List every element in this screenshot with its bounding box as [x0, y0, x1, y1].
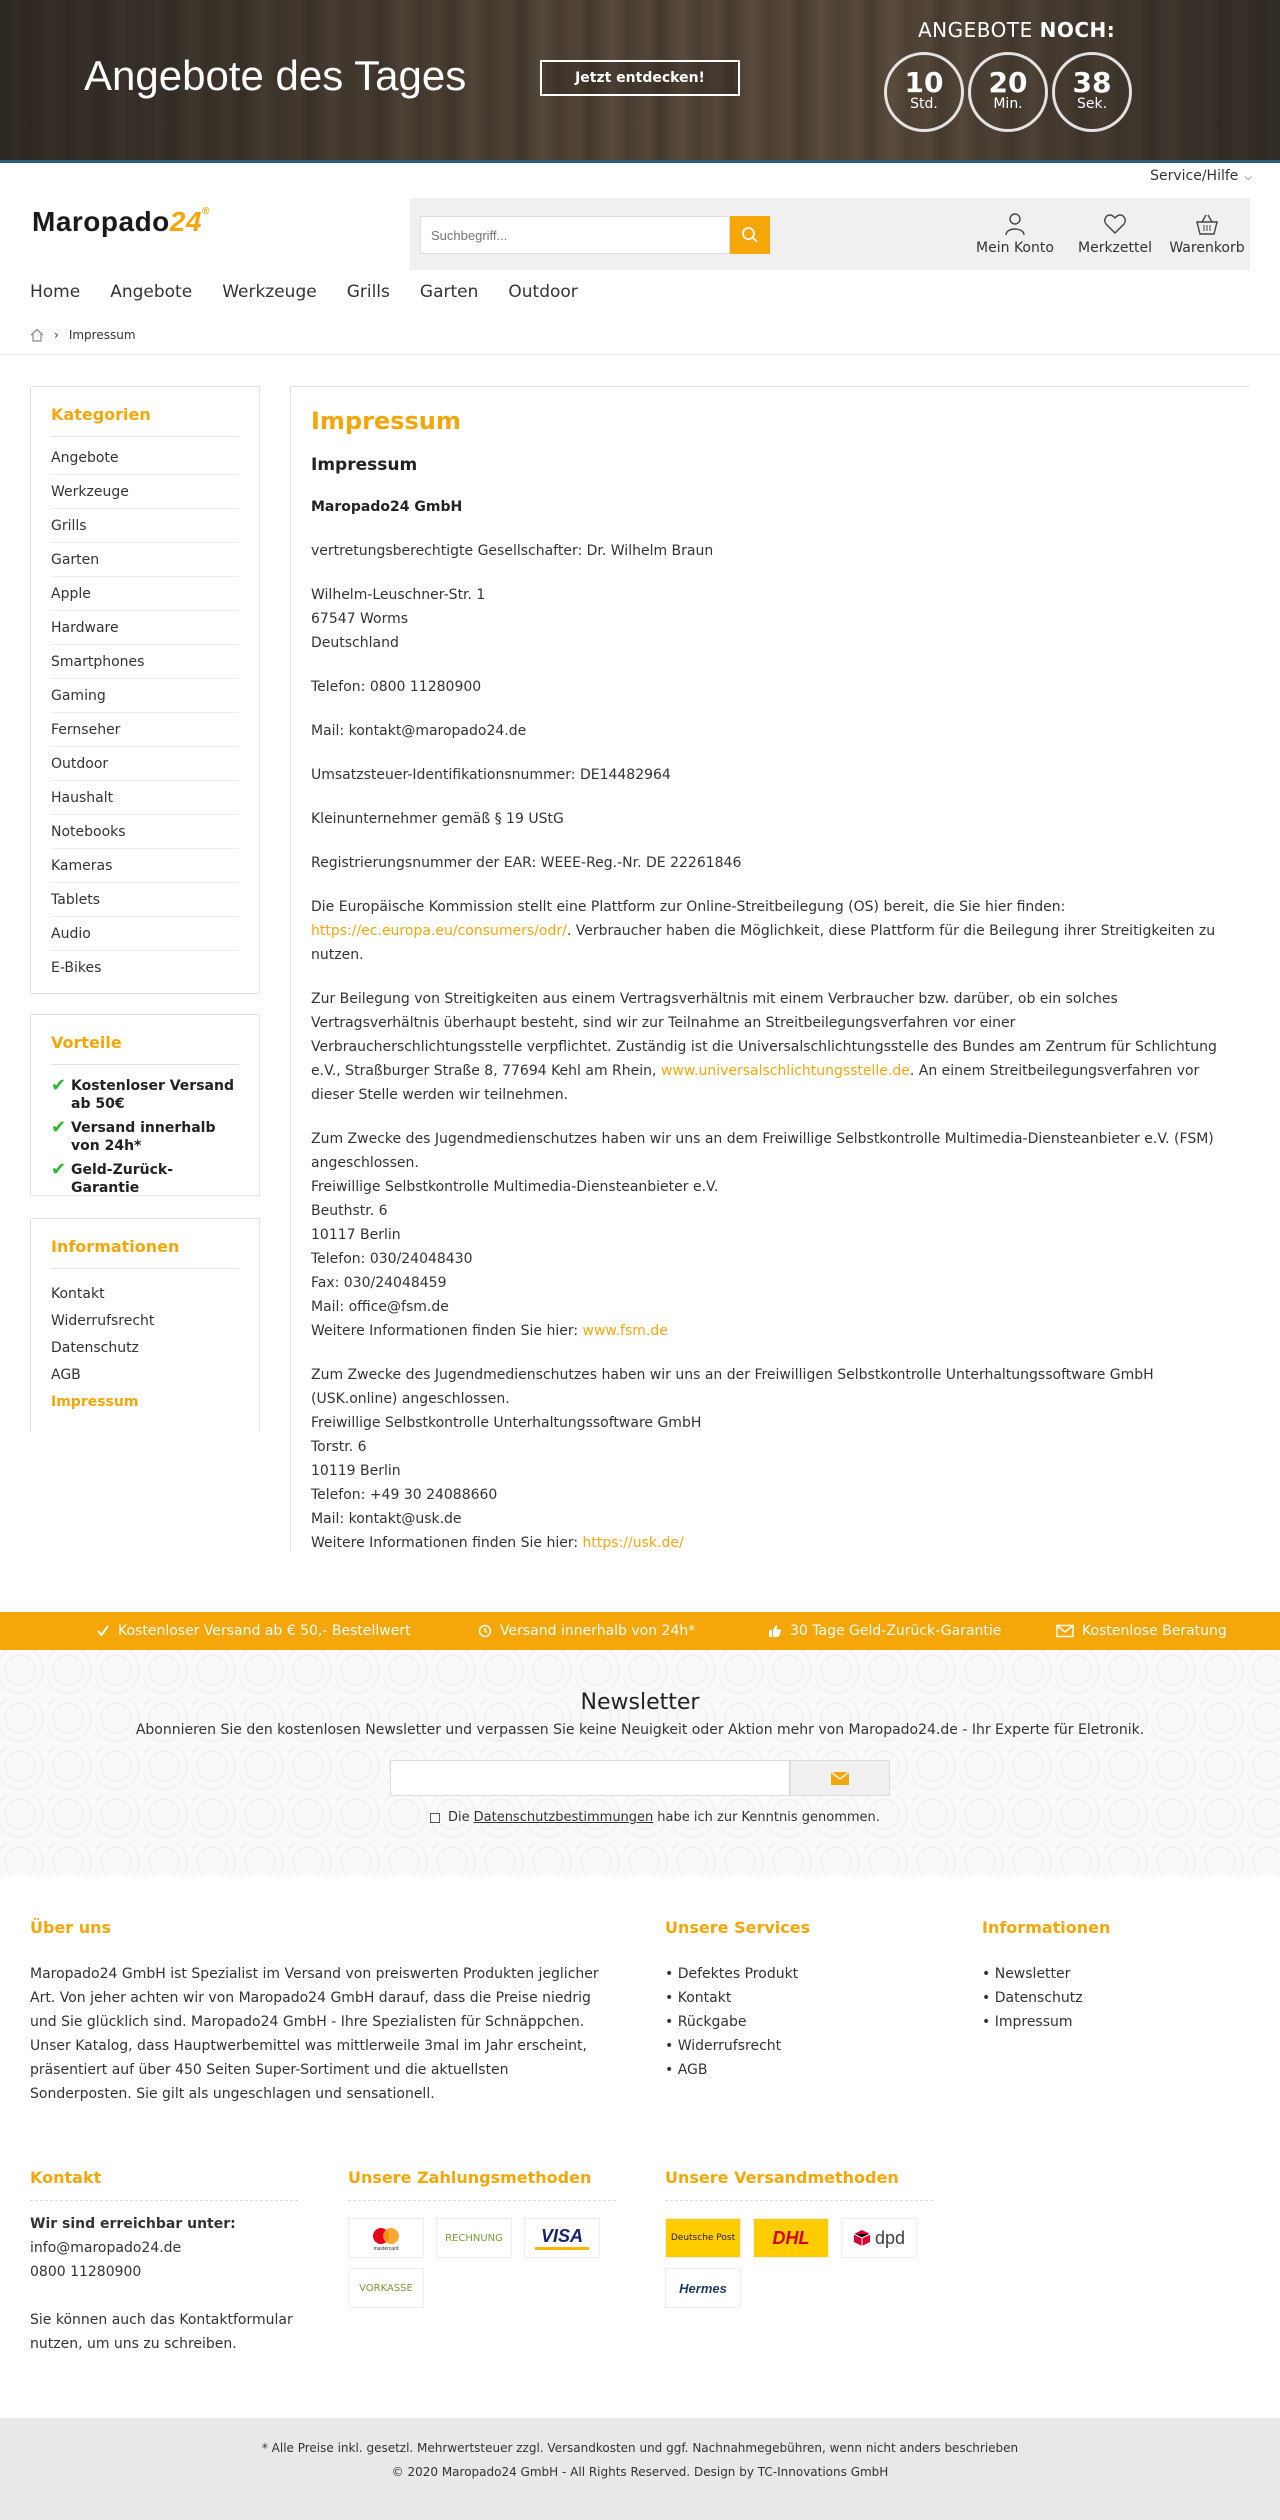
dispute-link[interactable]: www.universalschlichtungsstelle.de	[660, 1063, 910, 1079]
hero-title: Angebote des Tages	[84, 52, 467, 99]
prepayment-label: VORKASSE	[359, 2282, 413, 2294]
address-street: Wilhelm-Leuschner-Str. 1	[311, 587, 486, 603]
breadcrumb-divider	[0, 354, 1280, 355]
category-list	[31, 441, 259, 985]
footer-link[interactable]: • Datenschutz	[982, 1990, 1083, 2006]
footer-link-label: AGB	[677, 2062, 708, 2078]
contact-note: Sie können auch das Kontaktformular nutzen, um uns zu schreiben.	[30, 2312, 293, 2352]
footer-contact-title: Kontakt	[30, 2168, 102, 2187]
service-menu[interactable]	[1150, 168, 1252, 184]
countdown-hours	[884, 52, 964, 132]
home-icon[interactable]	[30, 328, 44, 342]
feature-label: Kostenloser Versand ab € 50,- Bestellwert	[118, 1623, 411, 1639]
footer-link-label: Impressum	[994, 2014, 1073, 2030]
category-angebote[interactable]: Angebote	[51, 441, 239, 475]
fsm-mail: Mail: office@fsm.de	[311, 1299, 449, 1315]
countdown-seconds-value: 38	[1072, 66, 1112, 99]
dpd-logo	[841, 2218, 917, 2258]
divider	[30, 2200, 298, 2201]
nav-garten[interactable]: Garten	[419, 282, 479, 302]
benefit-item	[51, 1161, 239, 1197]
deutsche-post-logo	[665, 2218, 741, 2258]
fsm-paragraph	[311, 1127, 1230, 1343]
divider	[348, 2200, 616, 2201]
account-label: Mein Konto	[976, 240, 1054, 256]
fsm-city: 10117 Berlin	[311, 1227, 401, 1243]
countdown-title	[918, 18, 1115, 42]
newsletter-email-input[interactable]	[390, 1760, 790, 1796]
breadcrumb-current: Impressum	[68, 328, 136, 342]
envelope-icon	[1056, 1624, 1074, 1638]
fsm-phone: Telefon: 030/24048430	[311, 1251, 473, 1267]
footer-payment-title: Unsere Zahlungsmethoden	[348, 2168, 592, 2187]
footer-link[interactable]: • AGB	[665, 2062, 708, 2078]
category-kameras[interactable]: Kameras	[51, 849, 239, 883]
countdown-minutes	[968, 52, 1048, 132]
invoice-logo	[436, 2218, 512, 2258]
clock-icon	[478, 1624, 492, 1638]
wishlist-link[interactable]	[1070, 212, 1160, 256]
usk-name: Freiwillige Selbstkontrolle Unterhaltungssoftware GmbH	[311, 1415, 702, 1431]
company-name: Maropado24 GmbH	[311, 499, 463, 515]
footer-link[interactable]: • Defektes Produkt	[665, 1966, 799, 1982]
address-country: Deutschland	[311, 635, 399, 651]
category-smartphones[interactable]: Smartphones	[51, 645, 239, 679]
address-city: 67547 Worms	[311, 611, 409, 627]
search-button[interactable]	[730, 216, 770, 254]
category-grills[interactable]: Grills	[51, 509, 239, 543]
about-paragraph: Maropado24 GmbH ist Spezialist im Versand von preiswerten Produkten jeglicher Art. Von jeher achten wir von Maropado24 GmbH darauf, dass die Preise niedrig und Sie glücklich sind. Maropado24 GmbH - Ihre Spezialisten für Schnäppchen.	[30, 1966, 599, 2030]
footer-link-label: Datenschutz	[994, 1990, 1083, 2006]
nav-angebote[interactable]: Angebote	[110, 282, 193, 302]
info-impressum[interactable]: Impressum	[51, 1394, 139, 1410]
usk-mail: Mail: kontakt@usk.de	[311, 1511, 462, 1527]
impressum-content	[290, 386, 1250, 1552]
consent-text-end: habe ich zur Kenntnis genommen.	[657, 1810, 880, 1825]
check-icon	[96, 1624, 110, 1638]
os-text-end: . Verbraucher haben die Möglichkeit, diese Plattform für die Beilegung ihrer Streitigkeiten zu nutzen.	[311, 923, 1216, 963]
contact-phone: 0800 11280900	[30, 2264, 142, 2280]
countdown-title-emph: NOCH:	[1039, 18, 1116, 42]
categories-title: Kategorien	[51, 405, 151, 424]
fsm-fax: Fax: 030/24048459	[311, 1275, 447, 1291]
feature-label: Kostenlose Beratung	[1082, 1623, 1227, 1639]
newsletter-section	[0, 1650, 1280, 1875]
phone: Telefon: 0800 11280900	[311, 679, 482, 695]
features-bar	[0, 1612, 1280, 1650]
consent-text: Die	[448, 1810, 470, 1825]
usk-paragraph	[311, 1363, 1230, 1555]
footer-link[interactable]: • Newsletter	[982, 1966, 1071, 1982]
os-text: Die Europäische Kommission stellt eine Plattform zur Online-Streitbeilegung (OS) bereit, die Sie hier finden:	[311, 899, 1066, 915]
dpd-cube-icon	[853, 2229, 871, 2247]
nav-home[interactable]: Home	[30, 282, 81, 302]
feature-item	[1056, 1612, 1227, 1650]
benefits-title: Vorteile	[51, 1033, 122, 1052]
discover-button[interactable]: Jetzt entdecken!	[540, 60, 740, 96]
hermes-label: Hermes	[679, 2280, 727, 2296]
basket-icon	[1195, 212, 1219, 236]
hero-banner	[0, 0, 1280, 160]
search-icon	[741, 226, 759, 244]
footer-link-label: Defektes Produkt	[677, 1966, 799, 1982]
countdown-hours-unit: Std.	[910, 96, 938, 112]
check-icon: ✔	[51, 1117, 67, 1138]
prepayment-logo	[348, 2268, 424, 2308]
newsletter-title: Newsletter	[580, 1690, 700, 1715]
privacy-link[interactable]: Datenschutzbestimmungen	[473, 1810, 654, 1825]
check-icon: ✔	[51, 1159, 67, 1180]
benefits-box	[30, 1014, 260, 1196]
info-widerrufsrecht[interactable]: Widerrufsrecht	[51, 1313, 155, 1329]
os-link[interactable]: https://ec.europa.eu/consumers/odr/	[311, 923, 567, 939]
visa-logo	[524, 2218, 600, 2258]
fsm-name: Freiwillige Selbstkontrolle Multimedia-Diensteanbieter e.V.	[311, 1179, 719, 1195]
newsletter-subtitle: Abonnieren Sie den kostenlosen Newsletter und verpassen Sie keine Neuigkeit oder Aktion mehr von Maropado24.de - Ihr Experte für Eletronik.	[135, 1722, 1145, 1738]
footer-shipping-title: Unsere Versandmethoden	[665, 2168, 899, 2187]
info-title: Informationen	[51, 1237, 180, 1256]
category-ebikes[interactable]: E-Bikes	[51, 960, 102, 976]
fsm-link[interactable]: www.fsm.de	[582, 1323, 668, 1339]
fsm-intro: Zum Zwecke des Jugendmedienschutzes haben wir uns an dem Freiwillige Selbstkontrolle Multimedia-Diensteanbieter e.V. (FSM) angeschlossen.	[311, 1131, 1214, 1171]
info-box	[30, 1218, 260, 1432]
dhl-logo	[753, 2218, 829, 2258]
category-haushalt[interactable]: Haushalt	[51, 781, 239, 815]
category-werkzeuge[interactable]: Werkzeuge	[51, 475, 239, 509]
footer-about-text	[30, 1962, 600, 2106]
countdown-seconds-unit: Sek.	[1076, 96, 1108, 112]
dispute-paragraph	[311, 987, 1230, 1107]
dispute-text: Zur Beilegung von Streitigkeiten aus einem Vertragsverhältnis mit einem Verbraucher bzw. darüber, ob ein solches Vertragsverhältnis überhaupt besteht, sind wir zur Teilnahme an Streitbeilegungsverfahren vor einer Verbraucherschlichtungsstelle verpflichtet. Zuständig ist die Universalschlichtungsstelle des Bundes am Zentrum für Schlichtung e.V., Straßburger Straße 8, 77694 Kehl am Rhein,	[311, 991, 1217, 1079]
countdown-minutes-value: 20	[988, 66, 1028, 99]
contact-heading: Wir sind erreichbar unter:	[30, 2216, 236, 2232]
header-toolbar	[410, 198, 1250, 270]
info-agb[interactable]: AGB	[51, 1367, 81, 1383]
email: Mail: kontakt@maropado24.de	[311, 723, 527, 739]
dispute-text-end: . An einem Streitbeilegungsverfahren vor dieser Stelle werden wir teilnehmen.	[311, 1063, 1200, 1103]
dhl-label: DHL	[772, 2227, 810, 2248]
usk-street: Torstr. 6	[311, 1439, 367, 1455]
wishlist-label: Merkzettel	[1078, 240, 1152, 256]
user-icon	[1004, 212, 1026, 236]
category-gaming[interactable]: Gaming	[51, 679, 239, 713]
feature-item	[478, 1612, 695, 1650]
nav-werkzeuge[interactable]: Werkzeuge	[222, 282, 317, 302]
price-note: * Alle Preise inkl. gesetzl. Mehrwertsteuer zzgl. Versandkosten und ggf. Nachnahmegebühren, wenn nicht anders beschrieben	[261, 2441, 1019, 2455]
vat-id: Umsatzsteuer-Identifikationsnummer: DE14482964	[311, 767, 671, 783]
deutsche-post-label: Deutsche Post	[670, 2233, 736, 2243]
footer-link-label: Rückgabe	[677, 2014, 747, 2030]
search-input[interactable]	[420, 216, 730, 254]
contact-mail[interactable]: info@maropado24.de	[30, 2240, 182, 2256]
benefit-label: Geld-Zurück-Garantie	[71, 1162, 174, 1196]
chevron-right-icon: ›	[54, 328, 59, 342]
feature-label: 30 Tage Geld-Zurück-Garantie	[790, 1623, 1002, 1639]
feature-item	[96, 1612, 411, 1650]
check-icon: ✔	[51, 1075, 67, 1096]
consent-checkbox[interactable]	[430, 1813, 440, 1823]
countdown-minutes-unit: Min.	[993, 96, 1023, 112]
cart-label: Warenkorb	[1169, 240, 1245, 256]
chevron-down-icon: ⌵	[1244, 172, 1252, 183]
category-audio[interactable]: Audio	[51, 917, 239, 951]
heart-icon	[1103, 212, 1127, 236]
breadcrumb	[30, 328, 136, 342]
countdown-hours-value: 10	[904, 66, 944, 99]
newsletter-consent	[430, 1810, 880, 1825]
page-subtitle: Impressum	[311, 455, 418, 475]
category-tablets[interactable]: Tablets	[51, 883, 239, 917]
benefit-label: Kostenloser Versand ab 50€	[71, 1078, 234, 1112]
footer-info-list	[982, 1962, 1083, 2034]
category-notebooks[interactable]: Notebooks	[51, 815, 239, 849]
usk-link[interactable]: https://usk.de/	[582, 1535, 684, 1551]
footer-link-label: Widerrufsrecht	[677, 2038, 782, 2054]
footer-bottom	[0, 2418, 1280, 2520]
category-fernseher[interactable]: Fernseher	[51, 713, 239, 747]
about-paragraph: Unser Katalog, dass Hauptwerbemittel was mittlerweile 3mal im Jahr erscheint, präsentiert auf über 450 Seiten Super-Sortiment und die aktuellsten Sonderposten. Sie gilt als ungeschlagen und sensationell.	[30, 2038, 587, 2102]
footer-link-label: Kontakt	[677, 1990, 732, 2006]
divider	[51, 1268, 239, 1269]
nav-grills[interactable]: Grills	[346, 282, 390, 302]
footer-info-title: Informationen	[982, 1918, 1111, 1937]
visa-label: VISA	[535, 2226, 589, 2250]
footer-link-label: Newsletter	[994, 1966, 1071, 1982]
footer-link[interactable]: • Widerrufsrecht	[665, 2038, 782, 2054]
cart-link[interactable]	[1162, 212, 1252, 256]
footer-contact	[30, 2212, 298, 2356]
footer-link[interactable]: • Kontakt	[665, 1990, 732, 2006]
category-apple[interactable]: Apple	[51, 577, 239, 611]
info-datenschutz[interactable]: Datenschutz	[51, 1340, 139, 1356]
footer-services-list	[665, 1962, 798, 2082]
logo-registered-mark: ®	[201, 206, 210, 217]
countdown-title-prefix: ANGEBOTE	[918, 18, 1040, 42]
usk-phone: Telefon: +49 30 24088660	[311, 1487, 498, 1503]
footer-about-title: Über uns	[30, 1918, 112, 1937]
countdown-seconds	[1052, 52, 1132, 132]
service-label: Service/Hilfe	[1150, 168, 1239, 184]
footer-link[interactable]: • Impressum	[982, 2014, 1073, 2030]
feature-label: Versand innerhalb von 24h*	[500, 1623, 696, 1639]
benefit-item	[51, 1077, 239, 1113]
logo-text: Maropado	[32, 206, 170, 237]
feature-item	[768, 1612, 1001, 1650]
mastercard-logo	[348, 2218, 424, 2258]
svg-text:mastercard: mastercard	[373, 2246, 399, 2251]
thumbs-up-icon	[768, 1624, 782, 1638]
usk-city: 10119 Berlin	[311, 1463, 401, 1479]
newsletter-submit-button[interactable]	[790, 1760, 890, 1796]
account-link[interactable]	[970, 212, 1060, 256]
category-outdoor[interactable]: Outdoor	[51, 747, 239, 781]
footer-services-title: Unsere Services	[665, 1918, 811, 1937]
dpd-label: dpd	[874, 2227, 906, 2248]
usk-intro: Zum Zwecke des Jugendmedienschutzes haben wir uns an der Freiwilligen Selbstkontrolle Unterhaltungssoftware GmbH (USK.online) angeschlossen.	[311, 1367, 1154, 1407]
envelope-icon	[831, 1772, 849, 1785]
categories-box	[30, 386, 260, 994]
fsm-more: Weitere Informationen finden Sie hier:	[311, 1323, 583, 1339]
usk-more: Weitere Informationen finden Sie hier:	[311, 1535, 583, 1551]
benefit-label: Versand innerhalb von 24h*	[71, 1120, 216, 1154]
invoice-label: RECHNUNG	[445, 2232, 503, 2244]
footer-link[interactable]: • Rückgabe	[665, 2014, 747, 2030]
divider	[51, 436, 239, 437]
representative: vertretungsberechtigte Gesellschafter: Dr. Wilhelm Braun	[311, 543, 714, 559]
main-nav	[30, 282, 608, 306]
category-garten[interactable]: Garten	[51, 543, 239, 577]
address	[311, 583, 1230, 655]
divider	[665, 2200, 933, 2201]
hermes-logo	[665, 2268, 741, 2308]
small-business-note: Kleinunternehmer gemäß § 19 UStG	[311, 811, 564, 827]
page-title: Impressum	[311, 407, 461, 435]
os-paragraph	[311, 895, 1230, 967]
ear-registration: Registrierungsnummer der EAR: WEEE-Reg.-Nr. DE 22261846	[311, 855, 742, 871]
copyright: © 2020 Maropado24 GmbH - All Rights Reserved. Design by TC-Innovations GmbH	[391, 2465, 889, 2479]
logo[interactable]	[32, 206, 210, 238]
nav-outdoor[interactable]: Outdoor	[508, 282, 578, 302]
category-hardware[interactable]: Hardware	[51, 611, 239, 645]
fsm-street: Beuthstr. 6	[311, 1203, 388, 1219]
benefit-item	[51, 1119, 239, 1155]
info-kontakt[interactable]: Kontakt	[51, 1286, 105, 1302]
mastercard-icon	[366, 2225, 406, 2251]
logo-number: 24	[169, 206, 202, 237]
hero-divider	[0, 160, 1280, 163]
divider	[51, 1064, 239, 1065]
